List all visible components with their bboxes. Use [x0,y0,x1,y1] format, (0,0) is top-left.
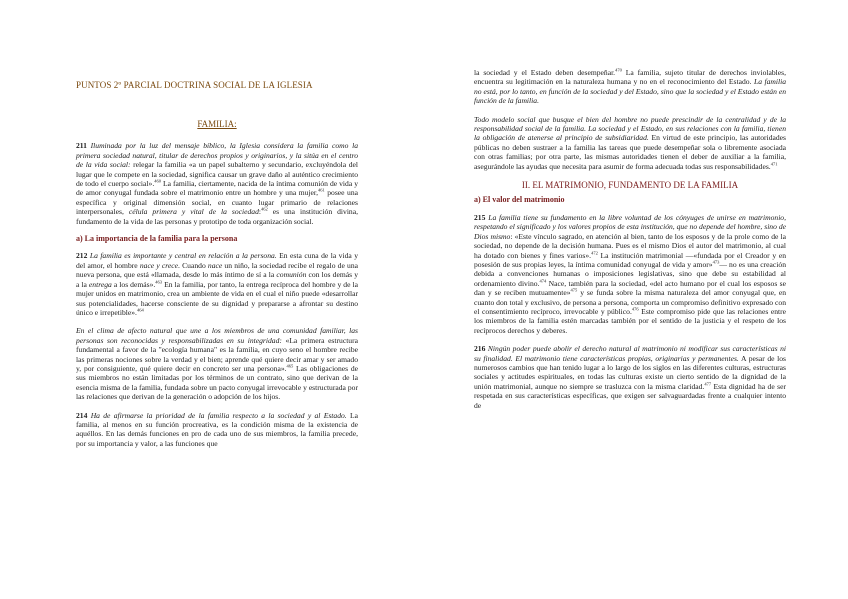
paragraph-text: En virtud de este principio, las autoridades públicas no deben sustraer a la familia las tareas que puede desempeñar sola o libremente asociada con otras familias; por otra parte, las mismas autoridades tienen el deber de auxiliar a la familia, asegurándole las ayudas que necesita para asumir de forma adecuada todas sus responsabilidades. [474,133,786,171]
paragraph-number: 215 [474,212,486,222]
paragraph-text: es una institución divina, fundamento de la vida de las personas y prototipo de toda organización social. [76,207,359,226]
paragraph-text: : «Este vínculo sagrado, en atención al bien, tanto de los esposos y de la prole como de la sociedad, no depende de la decisión humana. Pues es el mismo Dios el autor del matrimonio, al cual ha dotado con bienes y fines varios». [474,231,786,260]
document-title: PUNTOS 2º PARCIAL DOCTRINA SOCIAL DE LA IGLESIA [76,80,313,90]
footnote-ref: 464 [136,307,144,313]
paragraph-text: la sociedad y el Estado deben desempeñar. [474,68,616,77]
footnote-ref: 474 [539,278,547,284]
paragraph-text: — no es una creación debida a convenciones humanas o imposiciones legislativas, sino que debe su estabilidad al ordenamiento divino. [474,259,786,288]
footnote-ref: 462 [261,206,268,212]
paragraph-italic: Ha de afirmarse la prioridad de la familia respecto a la sociedad y al Estado. [90,410,347,420]
footnote-ref: 471 [770,161,778,167]
paragraph-text: Las obligaciones de sus miembros no están limitadas por los términos de un contrato, sino que derivan de la esencia misma de la familia, fundada sobre un pacto conyugal irrevocable y estructurada por las relaciones que derivan de la generación o adopción de los hijos. [76,363,359,402]
subheading-text: a) El valor del matrimonio [474,195,565,205]
footnote-ref: 476 [631,306,639,312]
paragraph-text: a los demás». [111,279,156,289]
footnote-ref: 461 [318,187,325,193]
footnote-ref: 473 [712,259,720,265]
subheading-text: a) La importancia de la familia para la persona [76,234,238,244]
paragraph-text: un niño, la sociedad recibe el regalo de una nueva persona, que está «llamada, desde lo más íntimo de sí a la [76,260,358,280]
paragraph-214b [474,115,786,171]
paragraph-text: La institución matrimonial —«fundada por el Creador y en posesión de sus propias leyes, la íntima comunidad conyugal de vida y amor» [474,250,786,269]
subheading-valor [474,195,786,204]
paragraph-italic: La familia es importante y central en relación a la persona. [89,251,277,261]
paragraph-italic: nace [207,260,223,270]
paragraph-number: 212 [76,251,88,261]
footnote-ref: 463 [155,279,163,285]
paragraph-italic: En el clima de afecto natural que une a los miembros de una comunidad familiar, las personas son reconocidas y responsabilizadas en su integridad: [76,326,358,345]
paragraph-text: Este compromiso pide que las relaciones entre los miembros de la familia estén marcadas también por el sentido de la justicia y el respeto de los recíprocos derechos y deberes. [474,306,787,335]
paragraph-212b [76,326,358,401]
footnote-ref: 465 [286,363,294,369]
paragraph-text: y se funda sobre la misma naturaleza del amor conyugal que, en cuanto don total y exclusivo, de persona a persona, comporta un compromiso definitivo expresado con el consentimiento recíproco, irrevocable y público. [474,288,787,316]
section-heading-matrimonio: II. EL MATRIMONIO, FUNDAMENTO DE LA FAMILIA [521,180,739,191]
paragraph-text: La familia, al menos en su función procreativa, es la condición misma de la existencia de aquéllos. En las demás funciones en pro de cada uno de sus miembros, la familia precede, por su importancia y valor, a las funciones que [76,410,358,448]
section-heading-familia: FAMILIA: [197,119,237,129]
paragraph-italic: nace y crece [139,260,179,270]
footnote-ref: 470 [615,67,622,73]
paragraph-text: En la familia, por tanto, la entrega recíproca del hombre y de la mujer unidos en matrimonio, crea un ambiente de vida en el cual el niño puede «desarrollar sus potencialidades, hacerse consciente de su dignidad y prepararse a afrontar su destino único e irrepetible». [76,279,358,317]
paragraph-text: posee una específica y original dimensión social, en cuanto lugar primario de relaciones interpersonales, [76,188,358,217]
paragraph-number: 211 [76,141,87,151]
paragraph-italic: comunión [276,270,307,280]
paragraph-text: La familia, sujeto titular de derechos inviolables, encuentra su legitimación en la naturaleza humana y no en el reconocimiento del Estado. [474,68,786,87]
paragraph-italic: Todo modelo social que busque el bien del hombre no puede prescindir de la centralidad y de la responsabilidad social de la familia. La sociedad y el Estado, en sus relaciones con la familia, tienen la obligación de atenerse al principio de subsidiaridad. [474,114,786,143]
paragraph-text: Nace, también para la sociedad, «del acto humano por el cual los esposos se dan y se reciben mutuamente» [474,278,787,298]
paragraph-text: La familia, ciertamente, nacida de la íntima comunión de vida y de amor conyugal fundada sobre el matrimonio entre un hombre y una mujer, [76,179,359,198]
paragraph-number: 214 [76,410,88,420]
paragraph-italic: entrega [88,279,112,289]
paragraph-italic: La familia tiene su fundamento en la libre voluntad de los cónyuges de unirse en matrimonio, respetando el significado y los valores propios de esta institución, que no depende del hombre, sino de Dios mismo [474,212,787,241]
subheading-importancia [76,234,358,243]
paragraph-text: . Cuando [178,260,208,270]
paragraph-212 [76,251,358,317]
footnote-ref: 475 [570,287,578,293]
paragraph-211 [76,141,358,226]
paragraph-text: Esta dignidad ha de ser respetada en sus características específicas, que exigen ser salvaguardadas frente a cualquier intento de [474,381,786,410]
paragraph-number: 216 [474,344,486,354]
paragraph-italic: Ningún poder puede abolir el derecho natural al matrimonio ni modificar sus características ni su finalidad. El matrimonio tiene características propias, originarias y permanentes. [474,344,786,363]
paragraph-text: En esta cuna de la vida y del amor, el hombre [76,251,358,270]
paragraph-214 [76,411,358,449]
paragraph-italic: célula primera y vital de la sociedad [128,207,259,217]
paragraph-text: : [258,207,261,217]
paragraph-text: A pesar de los numerosos cambios que han tenido lugar a lo largo de los siglos en las diferentes culturas, estructuras sociales y actitudes espirituales, en todas las culturas existe un cierto sentido de la dignidad de la unión matrimonial, aunque no siempre se trasluzca con la misma claridad. [474,353,786,391]
paragraph-215 [474,213,786,335]
paragraph-text: «La primera estructura fundamental a favor de la "ecología humana" es la familia, en cuyo seno el hombre recibe las primeras nociones sobre la verdad y el bien; aprende qué quiere decir amar y ser amado y, por consiguiente, qué quiere decir en concreto ser una persona». [76,335,359,373]
paragraph-216 [474,344,786,410]
paragraph-214-continued [474,68,786,106]
footnote-ref: 472 [591,249,598,255]
paragraph-text: relegar la familia «a un papel subalterno y secundario, excluyéndola del lugar que le compete en la sociedad, significa causar un grave daño al auténtico crecimiento de todo el cuerpo social». [76,160,358,189]
paragraph-italic: Iluminada por la luz del mensaje bíblico, la Iglesia considera la familia como la primera sociedad natural, titular de derechos propios y originarios, y la sitúa en el centro de la vida social: [76,141,358,170]
footnote-ref: 460 [154,178,161,184]
paragraph-text: con los demás y a la [76,270,358,289]
footnote-ref: 477 [704,381,712,387]
paragraph-italic: La familia no está, por lo tanto, en función de la sociedad y del Estado, sino que la sociedad y el Estado están en función de la familia. [474,77,787,106]
